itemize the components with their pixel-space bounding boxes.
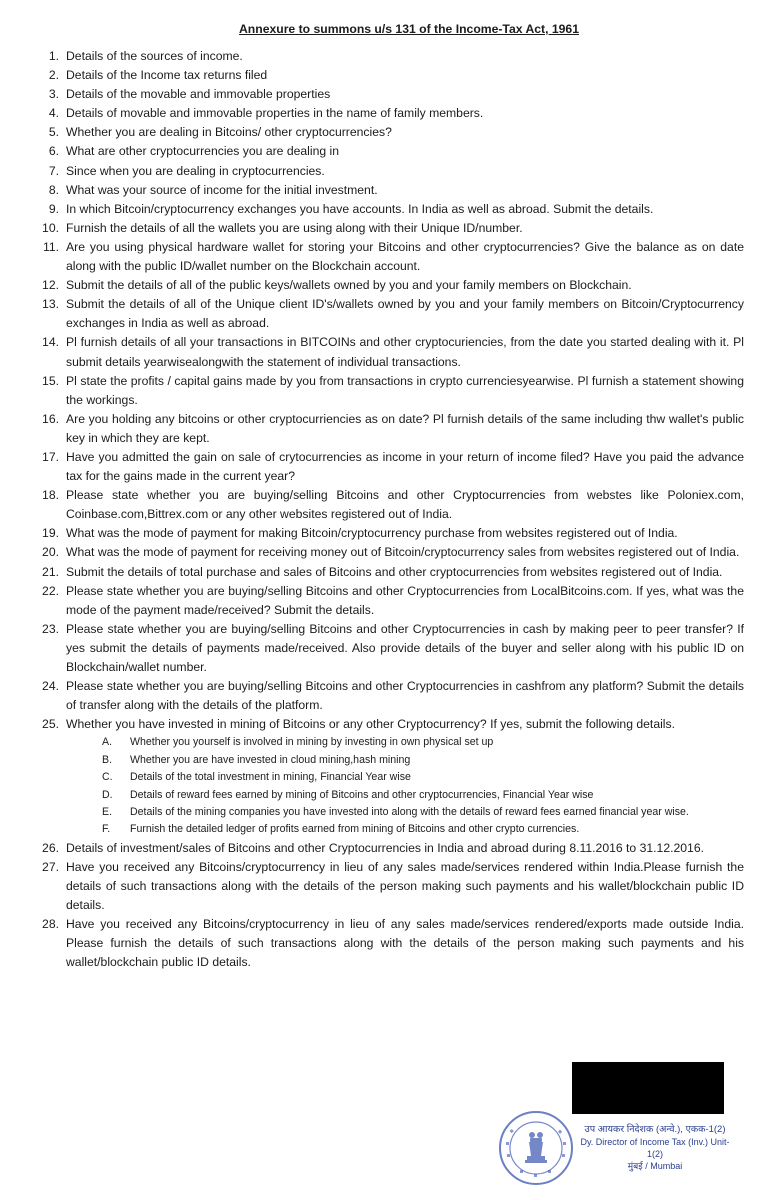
subitem-text: Whether you yourself is involved in mining by investing in own physical set up [130, 736, 494, 749]
question-number: 5. [48, 125, 59, 140]
question-text: What are other cryptocurrencies you are dealing in [66, 144, 340, 159]
question-text: Pl state the profits / capital gains made by you from transactions in crypto currenciesyearwise. Pl furnish a statement showing the workings. [66, 373, 744, 407]
official-seal-icon [496, 1108, 576, 1188]
question-number: 24. [42, 679, 59, 694]
question-text: Have you received any Bitcoins/cryptocurrency in lieu of any sales made/services rendered/exports made outside India. Please furnish the details of such transactions along with the details of the person making such payments and his wallet/blockchain public ID details. [66, 917, 744, 970]
question-item [22, 677, 744, 715]
question-text: Please state whether you are buying/selling Bitcoins and other Cryptocurrencies in cashfrom any platform? Submit the details of transfer along with the details of the platform. [66, 679, 744, 713]
question-item [22, 47, 744, 66]
question-text: Pl furnish details of all your transactions in BITCOINs and other cryptocuriencies, from the date you started dealing with it. Pl submit details yearwisealongwith the statement of individual transactions. [66, 335, 744, 369]
question-text: Whether you have invested in mining of Bitcoins or any other Cryptocurrency? If yes, submit the following details. [66, 717, 675, 732]
question-text: Details of the sources of income. [66, 49, 243, 63]
question-item [22, 238, 744, 276]
question-text: What was the mode of payment for receiving money out of Bitcoin/cryptocurrency sales from websites registered out of India. [66, 545, 740, 560]
question-text: Please state whether you are buying/selling Bitcoins and other Cryptocurrencies from LocalBitcoins.com. If yes, what was the mode of the payment made/received? Submit the details. [66, 583, 744, 617]
question-item [22, 915, 744, 972]
question-item [22, 372, 744, 410]
subitem-text: Whether you are have invested in cloud mining,hash mining [130, 753, 411, 766]
question-item [22, 839, 744, 858]
question-number: 28. [42, 917, 59, 932]
question-number: 1. [48, 49, 59, 63]
question-number: 8. [48, 182, 59, 197]
question-item [22, 582, 744, 620]
question-item [22, 524, 744, 543]
subitem-letter: A. [102, 736, 113, 749]
question-text: Details of the movable and immovable properties [66, 87, 331, 102]
question-number: 20. [42, 545, 59, 560]
question-text: Are you using physical hardware wallet for storing your Bitcoins and other cryptocurrencies? Give the balance as on date along with the public ID/wallet number on the Blockchain account. [66, 239, 744, 274]
question-text: Have you received any Bitcoins/cryptocurrency in lieu of any sales made/services rendered within India.Please furnish the details of such transactions along with the details of the person making such payments and his wallet/blockchain public ID details. [66, 859, 744, 913]
question-item [22, 219, 744, 238]
signature-block [580, 1124, 730, 1172]
mining-subitem [102, 804, 744, 821]
question-item [22, 104, 744, 123]
question-number: 21. [42, 564, 59, 579]
question-number: 11. [42, 239, 59, 254]
question-number: 15. [42, 373, 59, 388]
question-item [22, 295, 744, 333]
question-text: Details of movable and immovable properties in the name of family members. [66, 106, 484, 121]
question-text: Details of the Income tax returns filed [66, 68, 268, 83]
question-item [22, 66, 744, 85]
question-item [22, 123, 744, 142]
question-text: What was the mode of payment for making Bitcoin/cryptocurrency purchase from websites registered out of India. [66, 526, 678, 541]
question-number: 10. [42, 220, 59, 235]
question-text: Whether you are dealing in Bitcoins/ other cryptocurrencies? [66, 125, 392, 140]
question-text: Have you admitted the gain on sale of crytocurrencies as income in your return of income filed? Have you paid the advance tax for the gains made in the current year? [66, 449, 744, 484]
question-item [22, 858, 744, 915]
questions-list [22, 47, 744, 972]
subitem-letter: E. [102, 806, 113, 818]
subitem-letter: C. [102, 771, 113, 784]
question-item [22, 276, 744, 295]
question-text: Please state whether you are buying/selling Bitcoins and other Cryptocurrencies from webstes like Poloniex.com, Coinbase.com,Bittrex.com or any other websites registered out of India. [66, 488, 744, 522]
question-item [22, 448, 744, 486]
question-item [22, 486, 744, 524]
question-item [22, 715, 744, 734]
question-item [22, 563, 744, 582]
question-item [22, 162, 744, 181]
question-text: Please state whether you are buying/selling Bitcoins and other Cryptocurrencies in cash by making peer to peer transfer? If yes submit the details of payments made/received. Also provide details of the buyer and seller along with his public ID on Blockchain/wallet number. [66, 621, 744, 674]
question-number: 6. [48, 144, 59, 159]
question-item [22, 181, 744, 200]
mining-subitem [102, 821, 744, 838]
question-number: 26. [42, 840, 59, 855]
question-number: 2. [48, 68, 59, 83]
signature-hindi: उप आयकर निदेशक (अन्वे.), एकक-1(2) [584, 1124, 726, 1135]
question-number: 22. [42, 583, 59, 598]
question-number: 9. [48, 201, 59, 216]
mining-subitems-list [22, 734, 744, 838]
question-number: 14. [42, 335, 59, 350]
question-text: Submit the details of total purchase and sales of Bitcoins and other cryptocurrencies from websites registered out of India. [66, 564, 723, 579]
question-text: Details of investment/sales of Bitcoins and other Cryptocurrencies in India and abroad during 8.11.2016 to 31.12.2016. [66, 840, 704, 855]
question-number: 17. [42, 449, 59, 464]
question-text: What was your source of income for the initial investment. [66, 182, 378, 197]
signature-designation: Dy. Director of Income Tax (Inv.) Unit-1(2) [580, 1137, 730, 1159]
subitem-text: Details of reward fees earned by mining of Bitcoins and other cryptocurrencies, Financial Year wise [130, 788, 594, 801]
question-text: Furnish the details of all the wallets you are using along with their Unique ID/number. [66, 220, 523, 235]
question-text: Submit the details of all of the public keys/wallets owned by you and your family members on Blockchain. [66, 278, 632, 293]
question-number: 12. [42, 278, 59, 293]
question-item [22, 85, 744, 104]
question-item [22, 410, 744, 448]
question-item [22, 333, 744, 371]
subitem-letter: D. [102, 788, 113, 801]
subitem-text: Furnish the detailed ledger of profits earned from mining of Bitcoins and other crypto currencies. [130, 823, 580, 836]
question-number: 18. [42, 488, 59, 503]
document-title: Annexure to summons u/s 131 of the Income-Tax Act, 1961 [239, 22, 579, 36]
question-number: 13. [42, 297, 59, 312]
question-text: Since when you are dealing in cryptocurrencies. [66, 163, 325, 178]
question-number: 3. [48, 87, 59, 102]
question-item [22, 620, 744, 677]
question-number: 23. [42, 621, 59, 636]
question-item [22, 543, 744, 562]
mining-subitem [102, 787, 744, 804]
question-number: 7. [48, 163, 59, 178]
question-number: 16. [42, 411, 59, 426]
question-text: Are you holding any bitcoins or other cryptocurriencies as on date? Pl furnish details of the same including thw wallet's public key in which they are kept. [66, 411, 744, 445]
mining-subitem [102, 769, 744, 786]
signature-city: मुंबई / Mumbai [627, 1161, 683, 1171]
question-number: 27. [42, 859, 59, 874]
subitem-text: Details of the total investment in mining, Financial Year wise [130, 771, 411, 784]
subitem-letter: B. [102, 753, 113, 766]
question-number: 19. [42, 526, 59, 541]
question-text: Submit the details of all of the Unique client ID's/wallets owned by you and your family members on Bitcoin/Cryptocurrency exchanges in India as well as abroad. [66, 297, 744, 331]
subitem-text: Details of the mining companies you have invested into along with the details of reward fees earned financial year wise. [130, 806, 689, 818]
subitem-letter: F. [102, 823, 111, 836]
mining-subitem [102, 734, 744, 751]
question-item [22, 142, 744, 161]
mining-subitem [102, 752, 744, 769]
question-number: 25. [42, 717, 59, 732]
question-item [22, 200, 744, 219]
question-number: 4. [48, 106, 59, 121]
question-text: In which Bitcoin/cryptocurrency exchanges you have accounts. In India as well as abroad. Submit the details. [66, 201, 654, 216]
redaction-box [572, 1062, 724, 1114]
